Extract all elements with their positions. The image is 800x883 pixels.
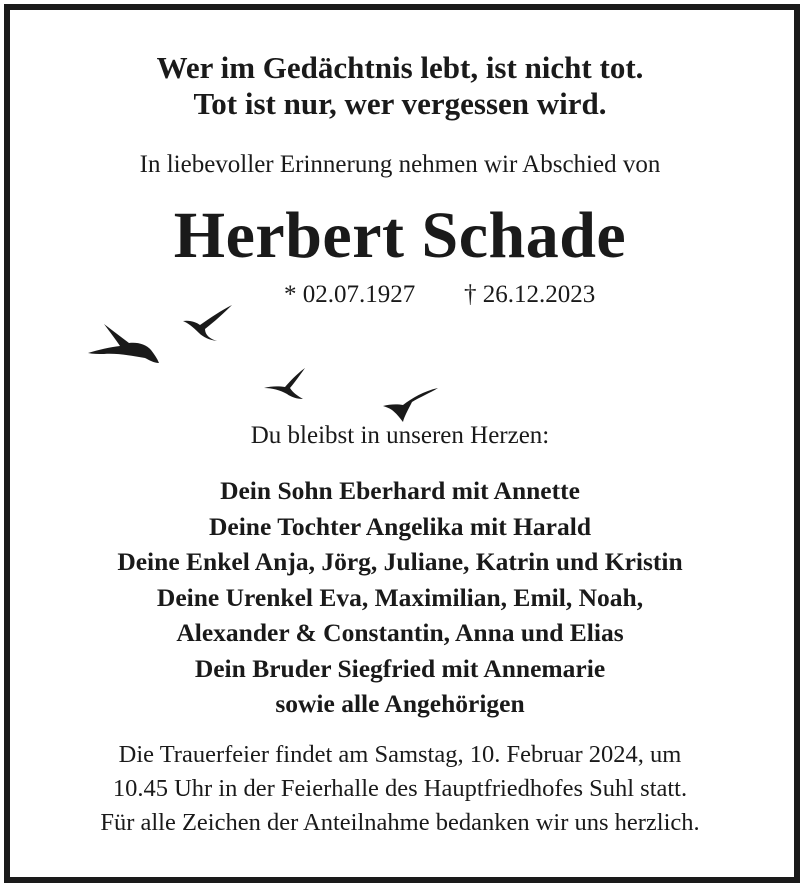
bird-icon (264, 368, 305, 399)
bird-icon (383, 388, 438, 422)
notice-line: Die Trauerfeier findet am Samstag, 10. Februar 2024, um (118, 741, 682, 768)
birth-date: * 02.07.1927 (284, 281, 416, 308)
notice-line: 10.45 Uhr in der Feierhalle des Hauptfriedhofes Suhl statt. (112, 775, 688, 802)
intro-text: In liebevoller Erinnerung nehmen wir Abschied von (139, 151, 661, 178)
motto-line-1: Wer im Gedächtnis lebt, ist nicht tot. (156, 50, 644, 85)
deceased-name: Herbert Schade (173, 199, 627, 272)
bird-icon (183, 305, 232, 341)
mourner-line: Deine Tochter Angelika mit Harald (208, 511, 592, 541)
mourner-line: Deine Enkel Anja, Jörg, Juliane, Katrin und Kristin (117, 547, 683, 576)
motto-line-2: Tot ist nur, wer vergessen wird. (193, 86, 607, 121)
notice-line: Für alle Zeichen der Anteilnahme bedanken wir uns herzlich. (100, 809, 700, 836)
mourners-list (10, 473, 790, 722)
bird-icon (88, 324, 159, 363)
mourner-line: sowie alle Angehörigen (275, 689, 525, 718)
funeral-notice (10, 738, 790, 840)
mourner-line: Deine Urenkel Eva, Maximilian, Emil, Noah, (156, 582, 644, 612)
farewell-text: Du bleibst in unseren Herzen: (250, 422, 550, 449)
mourner-line: Dein Sohn Eberhard mit Annette (220, 476, 580, 505)
mourner-line: Dein Bruder Siegfried mit Annemarie (194, 653, 606, 683)
death-date: † 26.12.2023 (464, 281, 596, 308)
mourner-line: Alexander & Constantin, Anna und Elias (176, 618, 624, 647)
